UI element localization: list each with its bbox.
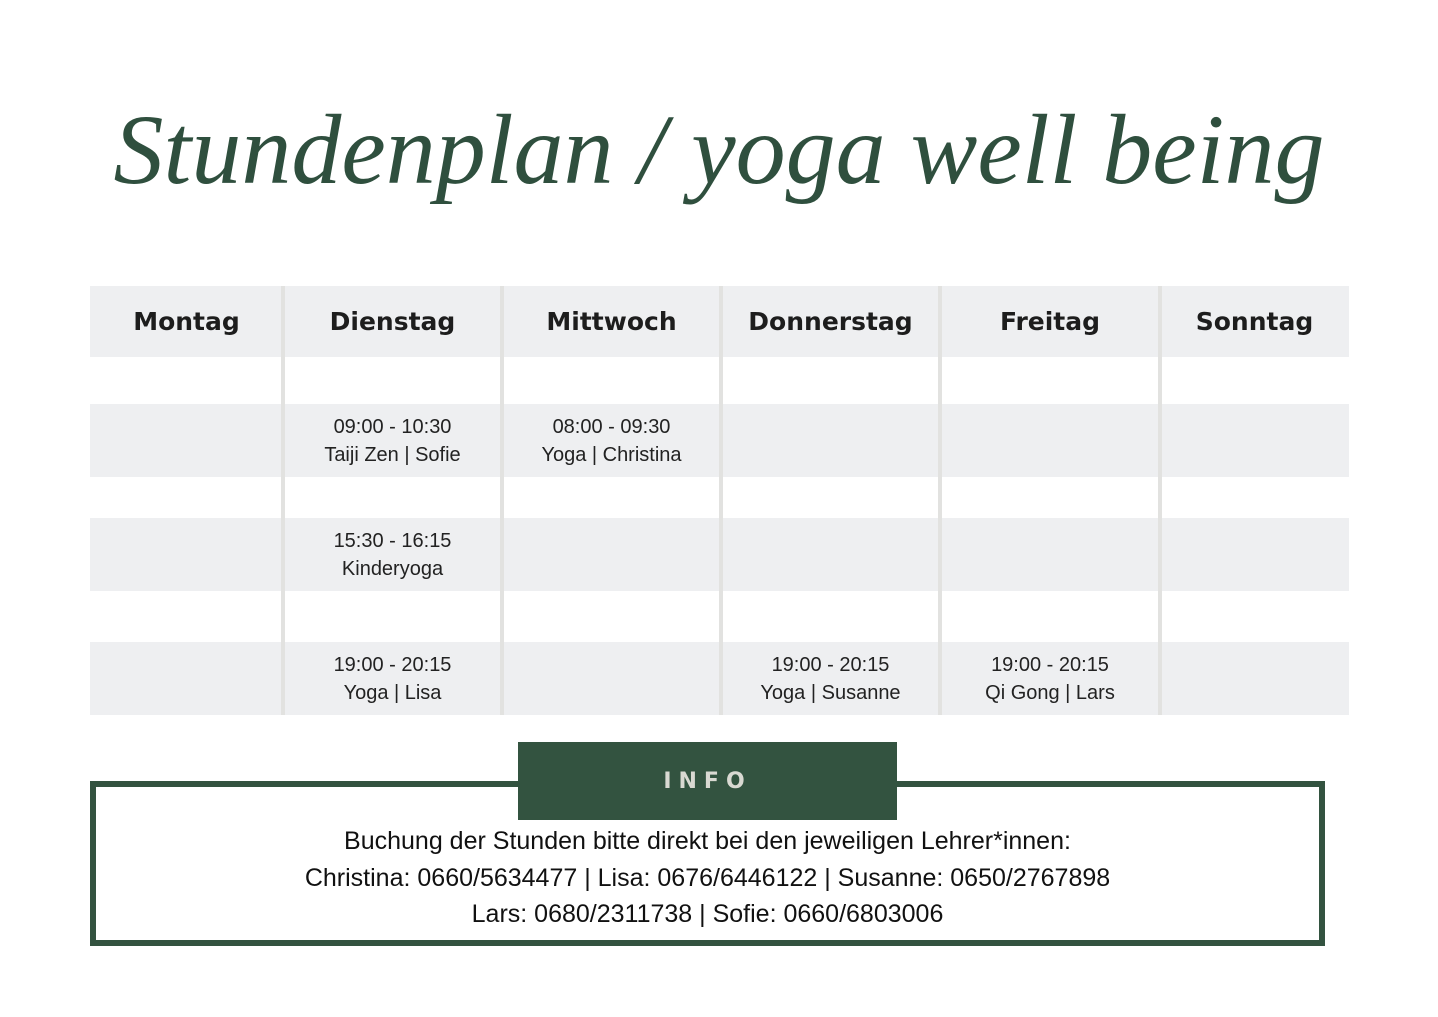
column-divider: [500, 286, 504, 715]
day-header: Dienstag: [329, 307, 456, 336]
class-name: Qi Gong | Lars: [985, 681, 1115, 704]
class-cell: [940, 642, 1160, 715]
column-divider: [281, 286, 285, 715]
class-time: 19:00 - 20:15: [991, 653, 1109, 676]
schedule-table: [90, 286, 1349, 715]
day-header: Freitag: [999, 307, 1101, 336]
class-time: 15:30 - 16:15: [333, 529, 452, 552]
class-cell: [502, 404, 721, 477]
day-header: Mittwoch: [546, 307, 677, 336]
page-title: Stundenplan / yoga well being: [113, 94, 1325, 205]
day-header: Sonntag: [1195, 307, 1314, 336]
column-divider: [938, 286, 942, 715]
day-header: Montag: [133, 307, 240, 336]
class-name: Yoga | Susanne: [760, 681, 901, 704]
class-cell: [283, 404, 502, 477]
class-name: Yoga | Lisa: [343, 681, 442, 704]
info-line-booking: Buchung der Stunden bitte direkt bei den jeweiligen Lehrer*innen:: [344, 827, 1071, 855]
class-name: Yoga | Christina: [541, 443, 682, 466]
info-label: INFO: [518, 742, 897, 820]
column-divider: [719, 286, 723, 715]
info-line-contacts-2: Lars: 0680/2311738 | Sofie: 0660/6803006: [471, 900, 944, 928]
day-header: Donnerstag: [748, 307, 913, 336]
info-line-contacts-1: Christina: 0660/5634477 | Lisa: 0676/6446122 | Susanne: 0650/2767898: [304, 864, 1111, 892]
class-cell: [283, 518, 502, 591]
class-cell: [283, 642, 502, 715]
class-name: Taiji Zen | Sofie: [324, 443, 461, 466]
class-time: 09:00 - 10:30: [333, 415, 452, 438]
column-divider: [1158, 286, 1162, 715]
class-name: Kinderyoga: [341, 557, 444, 580]
class-time: 19:00 - 20:15: [333, 653, 452, 676]
class-cell: [721, 642, 940, 715]
class-time: 19:00 - 20:15: [771, 653, 890, 676]
class-time: 08:00 - 09:30: [552, 415, 671, 438]
